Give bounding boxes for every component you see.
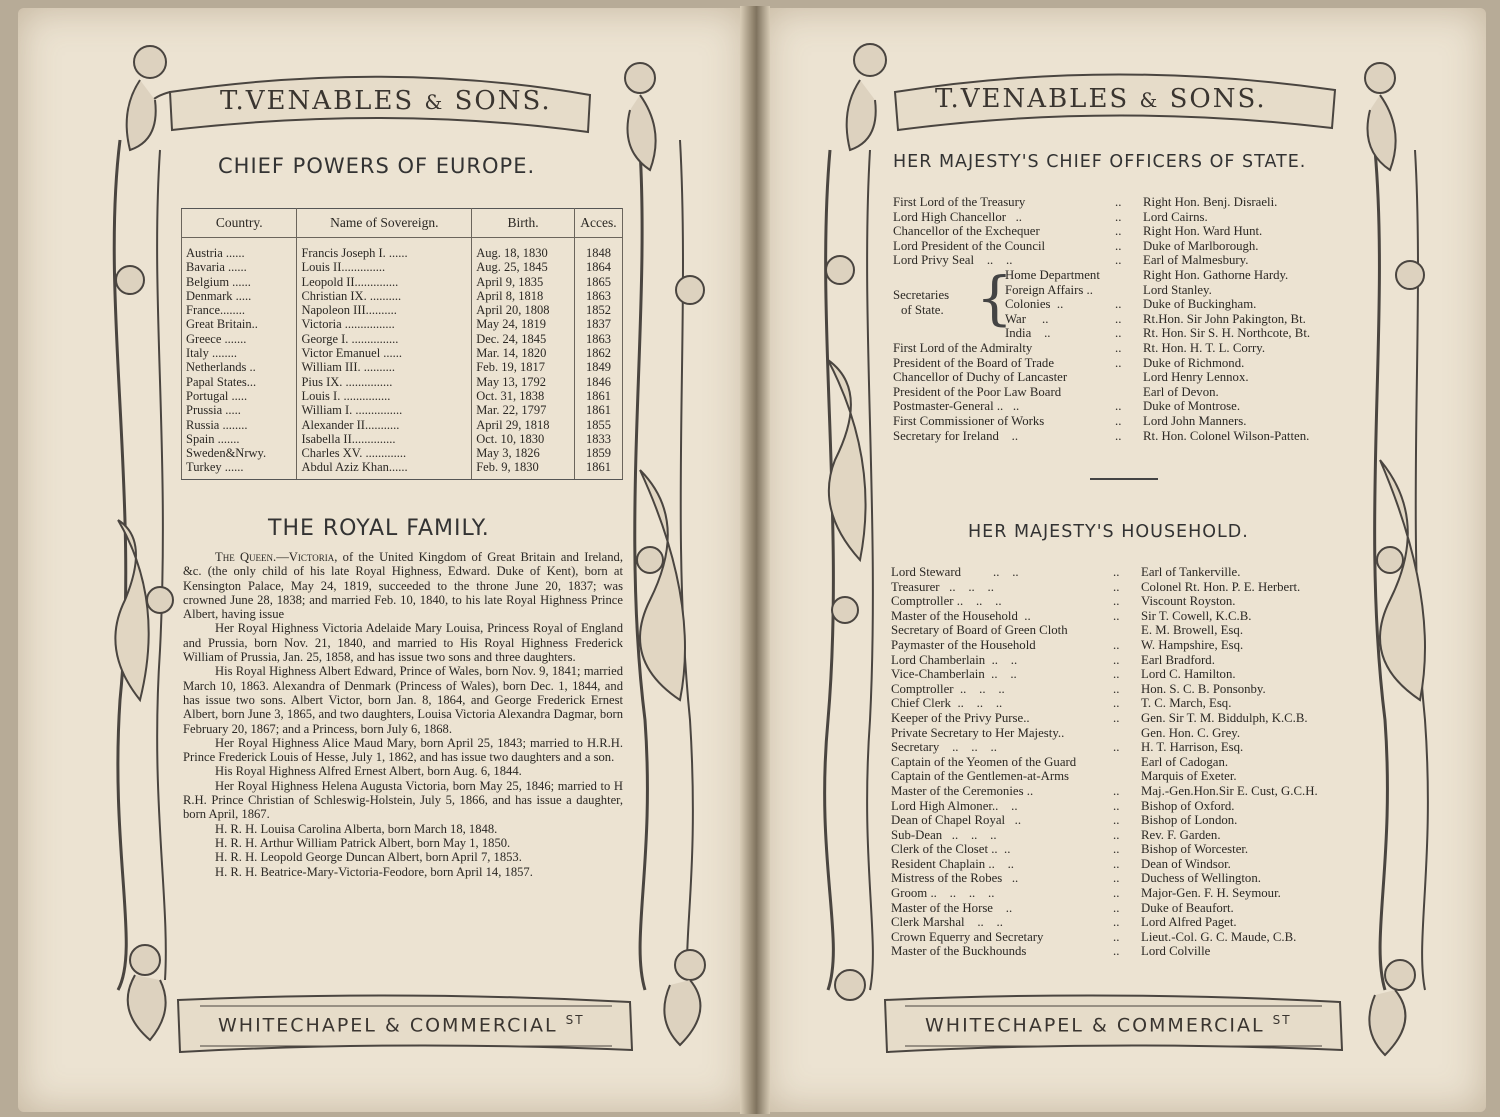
- leader-dots: ..: [1115, 238, 1122, 253]
- office-name: Home Department: [1005, 267, 1100, 282]
- officer-row: [893, 253, 1363, 268]
- office-holder: Bishop of Oxford.: [1141, 798, 1235, 813]
- victoria-label: Victoria: [288, 550, 335, 564]
- household-row: [891, 740, 1361, 755]
- acces-cell: 1861: [574, 403, 622, 417]
- office-holder: Maj.-Gen.Hon.Sir E. Cust, G.C.H.: [1141, 783, 1318, 798]
- birth-cell: Feb. 9, 1830: [472, 460, 575, 479]
- household-row: [891, 696, 1361, 711]
- country-cell: Greece .......: [182, 332, 297, 346]
- col-country: Country.: [182, 209, 297, 238]
- office-name: Lord President of the Council: [893, 238, 1046, 253]
- household-title: HER MAJESTY'S HOUSEHOLD.: [968, 522, 1249, 542]
- office-holder: Right Hon. Gathorne Hardy.: [1143, 267, 1289, 282]
- office-holder: Lord Henry Lennox.: [1143, 370, 1249, 385]
- office-holder: Lord Colville: [1141, 944, 1211, 959]
- powers-row: [182, 332, 623, 346]
- sovereign-cell: Victoria ................: [297, 317, 472, 331]
- powers-row: [182, 460, 623, 479]
- sovereign-cell: Victor Emanuel ......: [297, 346, 472, 360]
- household-row: [891, 565, 1361, 580]
- officer-row: [893, 356, 1363, 371]
- officer-row: [893, 195, 1363, 210]
- powers-row: [182, 432, 623, 446]
- sovereign-cell: Alexander II...........: [297, 418, 472, 432]
- office-name: Lord Privy Seal .. ..: [893, 253, 1013, 268]
- officers-list: [893, 195, 1363, 443]
- sovereign-cell: Louis II..............: [297, 260, 472, 274]
- powers-row: [182, 360, 623, 374]
- leader-dots: ..: [1113, 652, 1120, 667]
- powers-title: CHIEF POWERS OF EUROPE.: [218, 154, 536, 178]
- leader-dots: ..: [1113, 696, 1120, 711]
- secretaries-brace: {: [976, 264, 1013, 332]
- office-name: Mistress of the Robes ..: [891, 871, 1019, 886]
- birth-cell: Aug. 18, 1830: [472, 246, 575, 260]
- office-holder: Lord C. Hamilton.: [1141, 667, 1236, 682]
- office-name: Master of the Horse ..: [891, 900, 1013, 915]
- officer-row: [893, 326, 1363, 341]
- office-holder: Bishop of Worcester.: [1141, 842, 1249, 857]
- officer-row: [893, 224, 1363, 239]
- country-cell: Netherlands ..: [182, 360, 297, 374]
- birth-cell: Aug. 25, 1845: [472, 260, 575, 274]
- powers-row: [182, 246, 623, 260]
- footer-street-2: COMMERCIAL: [409, 1014, 558, 1037]
- powers-row: [182, 303, 623, 317]
- footer-street-2: COMMERCIAL: [1116, 1014, 1265, 1037]
- footer-amp: &: [384, 1014, 402, 1037]
- office-name: Foreign Affairs ..: [1005, 282, 1093, 297]
- office-name: Secretary .. .. ..: [891, 740, 997, 755]
- office-name: Lord High Almoner.. ..: [891, 798, 1018, 813]
- acces-cell: 1855: [574, 418, 622, 432]
- office-holder: Earl Bradford.: [1141, 652, 1215, 667]
- office-name: Keeper of the Privy Purse..: [891, 710, 1030, 725]
- office-holder: Duke of Buckingham.: [1143, 297, 1257, 312]
- office-holder: Hon. S. C. B. Ponsonby.: [1141, 681, 1266, 696]
- office-holder: Duchess of Wellington.: [1141, 871, 1261, 886]
- office-holder: Marquis of Exeter.: [1141, 769, 1237, 784]
- household-list: [891, 565, 1361, 959]
- office-name: Chancellor of Duchy of Lancaster: [893, 370, 1068, 385]
- office-name: Master of the Buckhounds: [891, 944, 1027, 959]
- office-name: Resident Chaplain .. ..: [891, 856, 1014, 871]
- leader-dots: ..: [1113, 608, 1120, 623]
- leader-dots: ..: [1115, 399, 1122, 414]
- country-cell: Turkey ......: [182, 460, 297, 479]
- country-cell: Bavaria ......: [182, 260, 297, 274]
- household-row: [891, 580, 1361, 595]
- birth-cell: April 20, 1808: [472, 303, 575, 317]
- office-name: India ..: [1005, 326, 1051, 341]
- office-name: First Lord of the Admiralty: [893, 340, 1033, 355]
- officer-row: [893, 341, 1363, 356]
- office-name: First Commissioner of Works: [893, 413, 1045, 428]
- office-holder: Duke of Richmond.: [1143, 355, 1245, 370]
- office-name: Postmaster-General .. ..: [893, 399, 1020, 414]
- leader-dots: ..: [1113, 579, 1120, 594]
- leader-dots: ..: [1113, 594, 1120, 609]
- birth-cell: Dec. 24, 1845: [472, 332, 575, 346]
- banner-sons: SONS.: [454, 86, 552, 116]
- household-row: [891, 594, 1361, 609]
- officer-row: [893, 210, 1363, 225]
- office-holder: Duke of Marlborough.: [1143, 238, 1259, 253]
- office-holder: Rt.Hon. Sir John Pakington, Bt.: [1143, 311, 1306, 326]
- sovereign-cell: Abdul Aziz Khan......: [297, 460, 472, 479]
- leader-dots: ..: [1115, 413, 1122, 428]
- banner-amp: &: [1139, 88, 1160, 112]
- office-holder: Gen. Hon. C. Grey.: [1141, 725, 1241, 740]
- leader-dots: ..: [1115, 340, 1122, 355]
- officer-row: [893, 414, 1363, 429]
- right-footer: [925, 1013, 1292, 1036]
- country-cell: Sweden&Nrwy.: [182, 446, 297, 460]
- acces-cell: 1837: [574, 317, 622, 331]
- office-holder: Rt. Hon. Colonel Wilson-Patten.: [1143, 428, 1310, 443]
- birth-cell: April 29, 1818: [472, 418, 575, 432]
- office-holder: Rt. Hon. H. T. L. Corry.: [1143, 340, 1266, 355]
- office-name: Clerk of the Closet .. ..: [891, 842, 1011, 857]
- household-row: [891, 886, 1361, 901]
- acces-cell: 1848: [574, 246, 622, 260]
- acces-cell: 1846: [574, 375, 622, 389]
- office-name: Vice-Chamberlain .. ..: [891, 667, 1017, 682]
- leader-dots: ..: [1113, 915, 1120, 930]
- sovereign-cell: Pius IX. ...............: [297, 375, 472, 389]
- royal-family-text: [183, 550, 623, 879]
- office-name: Comptroller .. .. ..: [891, 681, 1005, 696]
- leader-dots: ..: [1113, 740, 1120, 755]
- sovereign-cell: William III. ..........: [297, 360, 472, 374]
- office-name: President of the Poor Law Board: [893, 384, 1062, 399]
- leader-dots: ..: [1113, 929, 1120, 944]
- acces-cell: 1864: [574, 260, 622, 274]
- office-name: Crown Equerry and Secretary: [891, 929, 1044, 944]
- office-name: Captain of the Gentlemen-at-Arms: [891, 769, 1070, 784]
- office-holder: Lord Cairns.: [1143, 209, 1208, 224]
- footer-amp: &: [1091, 1014, 1109, 1037]
- office-name: War ..: [1005, 311, 1049, 326]
- sovereign-cell: William I. ...............: [297, 403, 472, 417]
- office-holder: Earl of Malmesbury.: [1143, 253, 1249, 268]
- leader-dots: ..: [1115, 253, 1122, 268]
- sovereign-cell: Leopold II..............: [297, 275, 472, 289]
- country-cell: Papal States...: [182, 375, 297, 389]
- household-row: [891, 784, 1361, 799]
- office-holder: Earl of Tankerville.: [1141, 565, 1241, 579]
- royal-para: H. R. H. Leopold George Duncan Albert, born April 7, 1853.: [215, 850, 522, 865]
- office-name: Private Secretary to Her Majesty..: [891, 725, 1065, 740]
- powers-row: [182, 375, 623, 389]
- leader-dots: ..: [1113, 681, 1120, 696]
- office-name: Captain of the Yeomen of the Guard: [891, 754, 1077, 769]
- office-holder: Right Hon. Ward Hunt.: [1143, 224, 1263, 239]
- country-cell: Austria ......: [182, 246, 297, 260]
- sovereign-cell: Isabella II..............: [297, 432, 472, 446]
- country-cell: France........: [182, 303, 297, 317]
- office-name: Master of the Ceremonies ..: [891, 783, 1034, 798]
- office-holder: Dean of Windsor.: [1141, 856, 1231, 871]
- banner-name: T.VENABLES: [935, 84, 1130, 114]
- queen-label: The Queen.: [215, 550, 277, 564]
- royal-para: His Royal Highness Alfred Ernest Albert, born Aug. 6, 1844.: [215, 764, 522, 779]
- officer-row: [893, 429, 1363, 444]
- office-name: Sub-Dean .. .. ..: [891, 827, 997, 842]
- left-footer: [218, 1013, 585, 1036]
- powers-row: [182, 275, 623, 289]
- leader-dots: ..: [1113, 667, 1120, 682]
- office-holder: Colonel Rt. Hon. P. E. Herbert.: [1141, 579, 1301, 594]
- office-name: Master of the Household ..: [891, 608, 1031, 623]
- leader-dots: ..: [1115, 326, 1122, 341]
- country-cell: Russia ........: [182, 418, 297, 432]
- office-name: Colonies ..: [1005, 297, 1064, 312]
- banner-amp: &: [424, 90, 445, 114]
- leader-dots: ..: [1113, 842, 1120, 857]
- office-holder: Lord Stanley.: [1143, 282, 1212, 297]
- office-name: Lord Chamberlain .. ..: [891, 652, 1018, 667]
- office-holder: W. Hampshire, Esq.: [1141, 637, 1244, 652]
- sovereign-cell: Napoleon III..........: [297, 303, 472, 317]
- leader-dots: ..: [1115, 209, 1122, 224]
- office-name: Chancellor of the Exchequer: [893, 224, 1040, 239]
- right-banner: [935, 84, 1267, 114]
- household-row: [891, 944, 1361, 959]
- birth-cell: Mar. 14, 1820: [472, 346, 575, 360]
- leader-dots: ..: [1113, 783, 1120, 798]
- leader-dots: ..: [1113, 827, 1120, 842]
- officer-row: [893, 297, 1363, 312]
- banner-sons: SONS.: [1169, 84, 1267, 114]
- leader-dots: ..: [1113, 886, 1120, 901]
- leader-dots: ..: [1113, 900, 1120, 915]
- of-state-word: of State.: [901, 302, 944, 317]
- household-row: [891, 799, 1361, 814]
- officer-row: [893, 268, 1363, 283]
- sovereign-cell: George I. ...............: [297, 332, 472, 346]
- office-name: Dean of Chapel Royal ..: [891, 813, 1022, 828]
- birth-cell: May 3, 1826: [472, 446, 575, 460]
- leader-dots: ..: [1115, 224, 1122, 239]
- royal-para: H. R. H. Arthur William Patrick Albert, born May 1, 1850.: [215, 835, 511, 850]
- leader-dots: ..: [1115, 428, 1122, 443]
- country-cell: Great Britain..: [182, 317, 297, 331]
- banner-name: T.VENABLES: [220, 86, 415, 116]
- section-divider: [1090, 478, 1158, 480]
- col-acces: Acces.: [574, 209, 622, 238]
- leader-dots: ..: [1115, 195, 1122, 209]
- powers-row: [182, 446, 623, 460]
- acces-cell: 1863: [574, 332, 622, 346]
- household-row: [891, 682, 1361, 697]
- acces-cell: 1852: [574, 303, 622, 317]
- acces-cell: 1862: [574, 346, 622, 360]
- office-holder: E. M. Browell, Esq.: [1141, 623, 1244, 638]
- office-name: Groom .. .. .. ..: [891, 886, 995, 901]
- powers-row: [182, 418, 623, 432]
- birth-cell: Oct. 31, 1838: [472, 389, 575, 403]
- royal-title: THE ROYAL FAMILY.: [268, 516, 490, 541]
- leader-dots: ..: [1113, 637, 1120, 652]
- left-banner: [220, 86, 552, 116]
- office-holder: Lieut.-Col. G. C. Maude, C.B.: [1141, 929, 1297, 944]
- footer-st: ST: [565, 1013, 585, 1027]
- leader-dots: ..: [1113, 856, 1120, 871]
- office-holder: Duke of Montrose.: [1143, 399, 1241, 414]
- birth-cell: April 8, 1818: [472, 289, 575, 303]
- powers-row: [182, 403, 623, 417]
- officer-row: [893, 239, 1363, 254]
- household-row: [891, 726, 1361, 741]
- office-holder: Rt. Hon. Sir S. H. Northcote, Bt.: [1143, 326, 1311, 341]
- household-row: [891, 769, 1361, 784]
- household-row: [891, 755, 1361, 770]
- country-cell: Belgium ......: [182, 275, 297, 289]
- birth-cell: Mar. 22, 1797: [472, 403, 575, 417]
- officer-row: [893, 283, 1363, 298]
- country-cell: Italy ........: [182, 346, 297, 360]
- royal-para-queen: The Queen.—Victoria, of the United Kingdom of Great Britain and Ireland, &c. (the only child of his late Royal Highness, Edward. Duke of Kent), born at Kensington Palace, May 24, 1819, succeeded to the throne June 20, 1837; was crowned June 28, 1838; and married Feb. 10, 1840, to his late Royal Highness Prince Albert, having issue: [183, 550, 623, 622]
- office-holder: T. C. March, Esq.: [1141, 696, 1232, 711]
- office-holder: H. T. Harrison, Esq.: [1141, 740, 1244, 755]
- office-name: Secretary for Ireland ..: [893, 428, 1019, 443]
- office-name: Secretary of Board of Green Cloth: [891, 623, 1068, 638]
- office-name: Paymaster of the Household: [891, 637, 1036, 652]
- birth-cell: May 13, 1792: [472, 375, 575, 389]
- leader-dots: ..: [1113, 813, 1120, 828]
- office-holder: Major-Gen. F. H. Seymour.: [1141, 886, 1281, 901]
- country-cell: Denmark .....: [182, 289, 297, 303]
- sovereign-cell: Christian IX. ..........: [297, 289, 472, 303]
- office-name: President of the Board of Trade: [893, 355, 1055, 370]
- household-row: [891, 711, 1361, 726]
- officer-row: [893, 385, 1363, 400]
- powers-row: [182, 260, 623, 274]
- country-cell: Prussia .....: [182, 403, 297, 417]
- powers-row: [182, 346, 623, 360]
- footer-street-1: WHITECHAPEL: [925, 1014, 1084, 1037]
- royal-para: H. R. H. Beatrice-Mary-Victoria-Feodore, born April 14, 1857.: [215, 864, 533, 879]
- sovereign-cell: Charles XV. .............: [297, 446, 472, 460]
- household-row: [891, 813, 1361, 828]
- leader-dots: ..: [1113, 565, 1120, 579]
- office-holder: Lord Alfred Paget.: [1141, 915, 1237, 930]
- office-name: Treasurer .. .. ..: [891, 579, 994, 594]
- royal-para: Her Royal Highness Helena Augusta Victoria, born May 25, 1846; married to H R.H. Prince Christian of Schleswig-Holstein, July 5, 1866, and has issue a daughter, born April, 1867.: [183, 778, 623, 822]
- col-sovereign: Name of Sovereign.: [297, 209, 472, 238]
- acces-cell: 1863: [574, 289, 622, 303]
- acces-cell: 1859: [574, 446, 622, 460]
- country-cell: Portugal .....: [182, 389, 297, 403]
- powers-row: [182, 389, 623, 403]
- officer-row: [893, 312, 1363, 327]
- acces-cell: 1849: [574, 360, 622, 374]
- secretaries-label: [893, 288, 949, 317]
- birth-cell: Feb. 19, 1817: [472, 360, 575, 374]
- royal-para: Her Royal Highness Alice Maud Mary, born April 25, 1843; married to H.R.H. Prince Frederick Louis of Hesse, July 1, 1862, and has issue two daughters and a son.: [183, 735, 623, 765]
- office-holder: Rev. F. Garden.: [1141, 827, 1221, 842]
- footer-st: ST: [1272, 1013, 1292, 1027]
- birth-cell: April 9, 1835: [472, 275, 575, 289]
- birth-cell: Oct. 10, 1830: [472, 432, 575, 446]
- secretaries-word: Secretaries: [893, 288, 950, 302]
- office-holder: Viscount Royston.: [1141, 594, 1236, 609]
- household-row: [891, 915, 1361, 930]
- leader-dots: ..: [1115, 297, 1122, 312]
- household-row: [891, 828, 1361, 843]
- royal-para: Her Royal Highness Victoria Adelaide Mary Louisa, Princess Royal of England and Prussia, born Nov. 21, 1840, and married to His Royal Highness Frederick William of Prussia, Jan. 25, 1858, and has issue two sons and three daughters.: [183, 621, 623, 665]
- office-name: Clerk Marshal .. ..: [891, 915, 1003, 930]
- office-holder: Duke of Beaufort.: [1141, 900, 1234, 915]
- office-holder: Sir T. Cowell, K.C.B.: [1141, 608, 1252, 623]
- sovereign-cell: Francis Joseph I. ......: [297, 246, 472, 260]
- birth-cell: May 24, 1819: [472, 317, 575, 331]
- leader-dots: ..: [1113, 710, 1120, 725]
- office-holder: Bishop of London.: [1141, 813, 1238, 828]
- office-holder: Right Hon. Benj. Disraeli.: [1143, 195, 1278, 209]
- office-holder: Lord John Manners.: [1143, 413, 1247, 428]
- office-holder: Earl of Cadogan.: [1141, 754, 1229, 769]
- household-row: [891, 653, 1361, 668]
- col-birth: Birth.: [472, 209, 575, 238]
- household-row: [891, 609, 1361, 624]
- leader-dots: ..: [1113, 871, 1120, 886]
- footer-street-1: WHITECHAPEL: [218, 1014, 377, 1037]
- household-row: [891, 842, 1361, 857]
- royal-para: His Royal Highness Albert Edward, Prince of Wales, born Nov. 9, 1841; married March 10, 1863. Alexandra of Denmark (Princess of Wales), born Dec. 1, 1844, and has issue two sons. Albert Victor, born Jan. 8, 1864, and George Frederick Ernest Albert, born June 3, 1865, and two daughters, Louisa Victoria Alexandra Dagmar, born February 20, 1867; and a Princess, born July 6, 1868.: [183, 664, 623, 736]
- leader-dots: ..: [1115, 355, 1122, 370]
- office-name: Chief Clerk .. .. ..: [891, 696, 1003, 711]
- office-holder: Gen. Sir T. M. Biddulph, K.C.B.: [1141, 710, 1308, 725]
- acces-cell: 1861: [574, 460, 622, 479]
- leader-dots: ..: [1113, 944, 1120, 959]
- powers-rows: [182, 238, 623, 480]
- leader-dots: ..: [1115, 311, 1122, 326]
- powers-row: [182, 317, 623, 331]
- household-row: [891, 638, 1361, 653]
- household-row: [891, 930, 1361, 945]
- household-row: [891, 667, 1361, 682]
- household-row: [891, 857, 1361, 872]
- officer-row: [893, 399, 1363, 414]
- powers-row: [182, 289, 623, 303]
- office-name: Lord High Chancellor ..: [893, 209, 1023, 224]
- household-row: [891, 871, 1361, 886]
- office-name: Comptroller .. .. ..: [891, 594, 1002, 609]
- royal-para: H. R. H. Louisa Carolina Alberta, born March 18, 1848.: [215, 821, 498, 836]
- acces-cell: 1861: [574, 389, 622, 403]
- officers-title: HER MAJESTY'S CHIEF OFFICERS OF STATE.: [893, 152, 1307, 172]
- officer-row: [893, 370, 1363, 385]
- acces-cell: 1865: [574, 275, 622, 289]
- sovereign-cell: Louis I. ...............: [297, 389, 472, 403]
- leader-dots: ..: [1113, 798, 1120, 813]
- office-name: First Lord of the Treasury: [893, 195, 1026, 209]
- country-cell: Spain .......: [182, 432, 297, 446]
- office-holder: Earl of Devon.: [1143, 384, 1219, 399]
- powers-table: [181, 208, 623, 480]
- household-row: [891, 901, 1361, 916]
- household-row: [891, 623, 1361, 638]
- acces-cell: 1833: [574, 432, 622, 446]
- office-name: Lord Steward .. ..: [891, 565, 1019, 579]
- queen-text: , of the United Kingdom of Great Britain and Ireland, &c. (the only child of his late Royal Highness, Edward. Duke of Kent), born at Kensington Palace, May 24, 1819, succeeded to the throne June 20, 1837; was crowned June 28, 1838; and married Feb. 10, 1840, to his late Royal Highness Prince Albert, having issue: [183, 550, 623, 622]
